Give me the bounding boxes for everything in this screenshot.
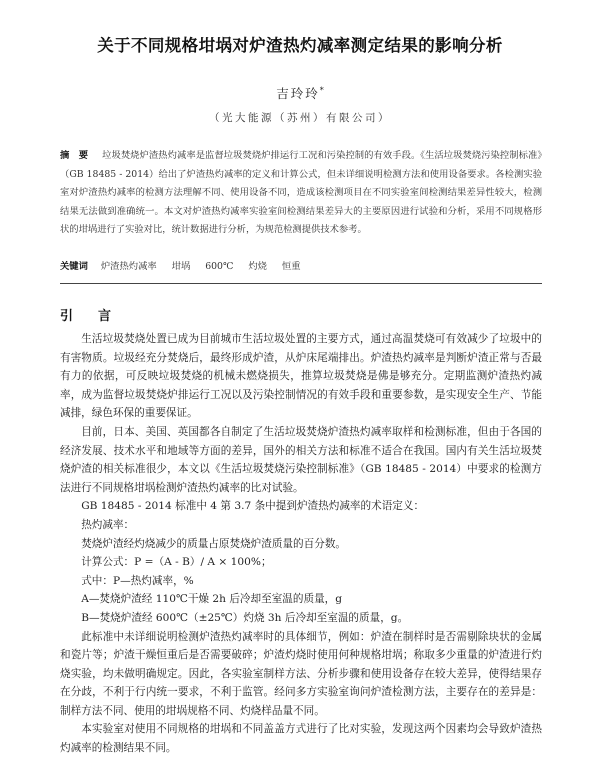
keyword: 炉渣热灼减率 [100,261,157,272]
paragraph: 此标准中未详细说明检测炉渣热灼减率时的具体细节，例如：炉渣在制样时是否需剔除块状的金属和瓷片等；炉渣干燥恒重后是否需要破碎；炉渣灼烧时使用何种规格坩埚；称取多少重量的炉渣进行灼烧实验，均未做明确规定。因此，各实验室制样方法、分析步骤和使用设备存在较大差异，使得结果存在分歧，不利于行内统一要求，不利于监管。经问多方实验室询问炉渣检测方法，主要存在的差异是：制样方法不同、使用的坩埚规格不同、灼烧样品量不同。 [60,630,542,717]
paragraph: 计算公式：P =（A - B）/ A × 100%； [81,556,272,569]
paragraph: 本实验室对使用不同规格的坩埚和不同盖盖方式进行了比对实验，发现这两个因素均会导致炉渣热灼减率的检测结果不同。 [60,723,542,755]
paragraph: 焚烧炉渣经灼烧减少的质量占原焚烧炉渣质量的百分数。 [81,537,347,550]
paragraph: 生活垃圾焚烧处置已成为目前城市生活垃圾处置的主要方式，通过高温焚烧可有效减少了垃圾中的有害物质。垃圾经充分焚烧后，最终形成炉渣，从炉床尾端排出。炉渣热灼减率是判断炉渣正常与否最有力的依据，可反映垃圾焚烧的机械未燃烧损失，推算垃圾焚烧是佛是够充分。定期监测炉渣热灼减率，成为监督垃圾焚烧炉排运行工况以及污染控制情况的有效手段和重要参数，是实现安全生产、节能减排，绿色环保的重要保证。 [60,333,542,420]
abstract-label: 摘 要 [60,150,89,161]
paragraph: B—焚烧炉渣经 600℃（±25℃）灼烧 3h 后冷却至室温的质量，g。 [81,611,409,624]
affiliation: （光大能源（苏州）有限公司） [209,112,391,124]
paragraph: 目前，日本、美国、英国都各自制定了生活垃圾焚烧炉渣热灼减率取样和检测标准，但由于各国的经济发展、技术水平和地域等方面的差异，国外的相关方法和标准不适合在我国。国内有关生活垃圾焚烧炉渣的相关标准很少，本文以《生活垃圾焚烧污染控制标准》（GB 18485 - 2014）中要求的检测方法进行不同规格坩埚检测炉渣热灼减率的比对试验。 [60,425,542,494]
keywords [60,258,542,276]
abstract [60,147,542,240]
keyword: 坩埚 [171,261,191,272]
keywords-label: 关键词 [60,261,88,272]
paragraph: A—焚烧炉渣经 110℃干燥 2h 后冷却至室温的质量，g [81,593,343,606]
paragraph: GB 18485 - 2014 标准中 4 第 3.7 条中提到炉渣热灼减率的术语定义： [81,500,425,513]
section-heading: 引 言 [60,309,118,324]
keyword: 600℃ [205,261,234,272]
keyword: 灼烧 [248,261,267,272]
author-name: 吉玲玲 [276,86,320,101]
paragraph: 式中：P—热灼减率，% [81,574,194,587]
abstract-text: 垃圾焚烧炉渣热灼减率是监督垃圾焚烧炉排运行工况和污染控制的有效手段。《生活垃圾焚烧污染控制标准》（GB 18485 - 2014）给出了炉渣热灼减率的定义和计算公式，但未详细说明检测方法和使用设备要求。各检测实验室对炉渣热灼减率的检测方法理解不同、使用设备不同，造成该检测项目在不同实验室间检测结果差异性较大，检测结果无法做到准确统一。本文对炉渣热灼减率实验室间检测结果差异大的主要原因进行试验和分析，采用不同规格形状的坩埚进行了实验对比，统计数据进行分析，为规范检测提供技术参考。 [60,150,542,236]
keyword: 恒重 [281,261,301,272]
paper-title: 关于不同规格坩埚对炉渣热灼减率测定结果的影响分析 [97,36,503,55]
divider [60,283,542,284]
author-line [0,84,600,102]
body-text [60,330,542,758]
paragraph: 热灼减率： [81,518,135,531]
author-footnote-mark: * [319,85,324,95]
